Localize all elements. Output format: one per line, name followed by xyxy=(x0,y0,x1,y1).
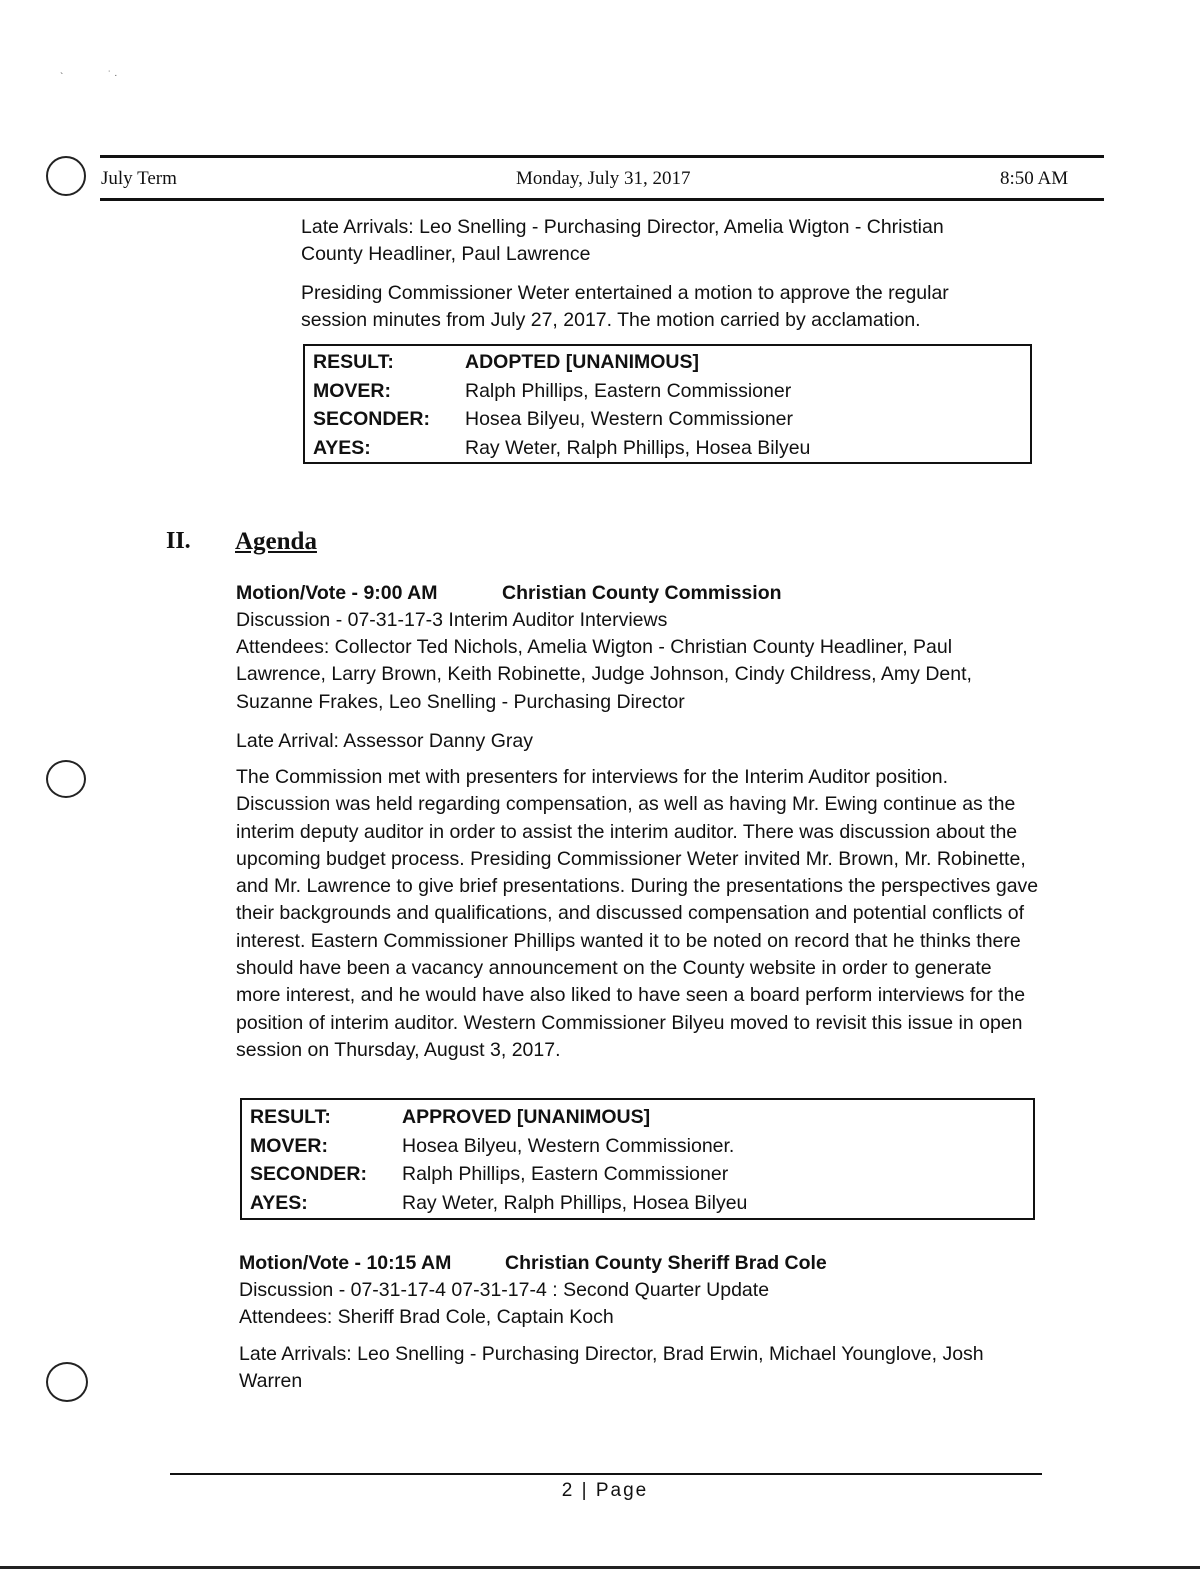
result-row xyxy=(305,348,1030,377)
item1-attendees: Attendees: Collector Ted Nichols, Amelia Wigton - Christian County Headliner, Paul Lawrence, Larry Brown, Keith Robinette, Judge Johnson, Cindy Childress, Amy Dent, Suzanne Frakes, Leo Snelling - Purchasing Director xyxy=(236,636,972,713)
seconder-label: SECONDER: xyxy=(313,408,431,430)
result-label: RESULT: xyxy=(250,1106,331,1128)
mover-value: Ralph Phillips, Eastern Commissioner xyxy=(465,379,792,402)
scan-speck: ˙ · xyxy=(108,70,118,81)
header-time: 8:50 AM xyxy=(1000,168,1069,189)
section-number: II. xyxy=(166,528,191,554)
mover-label: MOVER: xyxy=(250,1134,328,1157)
result-value: ADOPTED [UNANIMOUS] xyxy=(465,351,699,373)
binder-hole-middle xyxy=(46,760,86,798)
item2-heading-left: Motion/Vote - 10:15 AM xyxy=(239,1252,452,1274)
mover-row xyxy=(242,1132,1033,1161)
item2-late-arrivals: Late Arrivals: Leo Snelling - Purchasing Director, Brad Erwin, Michael Younglove, Josh Warren xyxy=(239,1343,984,1393)
item2-discussion: Discussion - 07-31-17-4 07-31-17-4 : Second Quarter Update xyxy=(239,1279,770,1301)
mover-row xyxy=(305,377,1030,406)
seconder-label: SECONDER: xyxy=(250,1163,368,1185)
item1-body: The Commission met with presenters for interviews for the Interim Auditor position. Discussion was held regarding compensation, as well as having Mr. Ewing continue as the interim deputy auditor in order to assist the interim auditor. There was discussion about the upcoming budget process. Presiding Commissioner Weter invited Mr. Brown, Mr. Robinette, and Mr. Lawrence to give brief presentations. During the presentations the perspectives gave their backgrounds and qualifications, and discussed compensation and potential conflicts of interest. Eastern Commissioner Phillips wanted it to be noted on record that he thinks there should have been a vacancy announcement on the County website in order to generate more interest, and he would have also liked to have seen a board perform interviews for the position of interim auditor. Western Commissioner Bilyeu moved to revisit this issue in open session on Thursday, August 3, 2017. xyxy=(236,766,1039,1061)
binder-hole-top xyxy=(46,156,86,196)
item1-late-arrival: Late Arrival: Assessor Danny Gray xyxy=(236,730,533,752)
scan-bottom-edge xyxy=(0,1566,1200,1569)
ayes-label: AYES: xyxy=(313,436,371,459)
ayes-row xyxy=(305,434,1030,463)
seconder-value: Hosea Bilyeu, Western Commissioner xyxy=(465,408,794,430)
result-row xyxy=(242,1103,1033,1132)
item1-discussion: Discussion - 07-31-17-3 Interim Auditor Interviews xyxy=(236,609,668,631)
minutes-motion-text: Presiding Commissioner Weter entertained a motion to approve the regular session minutes from July 27, 2017. The motion carried by acclamation. xyxy=(301,282,949,332)
item1-heading-left: Motion/Vote - 9:00 AM xyxy=(236,582,438,604)
header-date: Monday, July 31, 2017 xyxy=(516,168,691,189)
header-term: July Term xyxy=(101,168,177,189)
binder-hole-bottom xyxy=(46,1362,88,1402)
result-label: RESULT: xyxy=(313,351,394,373)
mover-label: MOVER: xyxy=(313,379,391,402)
ayes-row xyxy=(242,1189,1033,1218)
page-number: 2 | Page xyxy=(561,1480,649,1501)
ayes-label: AYES: xyxy=(250,1191,308,1214)
seconder-row xyxy=(242,1160,1033,1189)
item2-heading-right: Christian County Sheriff Brad Cole xyxy=(505,1252,827,1274)
mover-value: Hosea Bilyeu, Western Commissioner. xyxy=(402,1134,735,1157)
result-table-minutes xyxy=(303,344,1032,464)
seconder-value: Ralph Phillips, Eastern Commissioner xyxy=(402,1163,729,1185)
seconder-row xyxy=(305,405,1030,434)
result-value: APPROVED [UNANIMOUS] xyxy=(402,1106,651,1128)
section-title: Agenda xyxy=(235,528,317,555)
ayes-value: Ray Weter, Ralph Phillips, Hosea Bilyeu xyxy=(465,436,811,459)
header-top-rule xyxy=(100,155,1104,158)
item1-heading-right: Christian County Commission xyxy=(502,582,782,604)
ayes-value: Ray Weter, Ralph Phillips, Hosea Bilyeu xyxy=(402,1191,748,1214)
late-arrivals-intro: Late Arrivals: Leo Snelling - Purchasing Director, Amelia Wigton - Christian County Headliner, Paul Lawrence xyxy=(301,216,944,266)
footer-rule xyxy=(170,1473,1042,1475)
scan-speck: ` xyxy=(60,72,64,83)
header-bottom-rule xyxy=(100,198,1104,201)
result-table-interviews xyxy=(240,1098,1035,1220)
item2-attendees: Attendees: Sheriff Brad Cole, Captain Koch xyxy=(239,1306,614,1328)
